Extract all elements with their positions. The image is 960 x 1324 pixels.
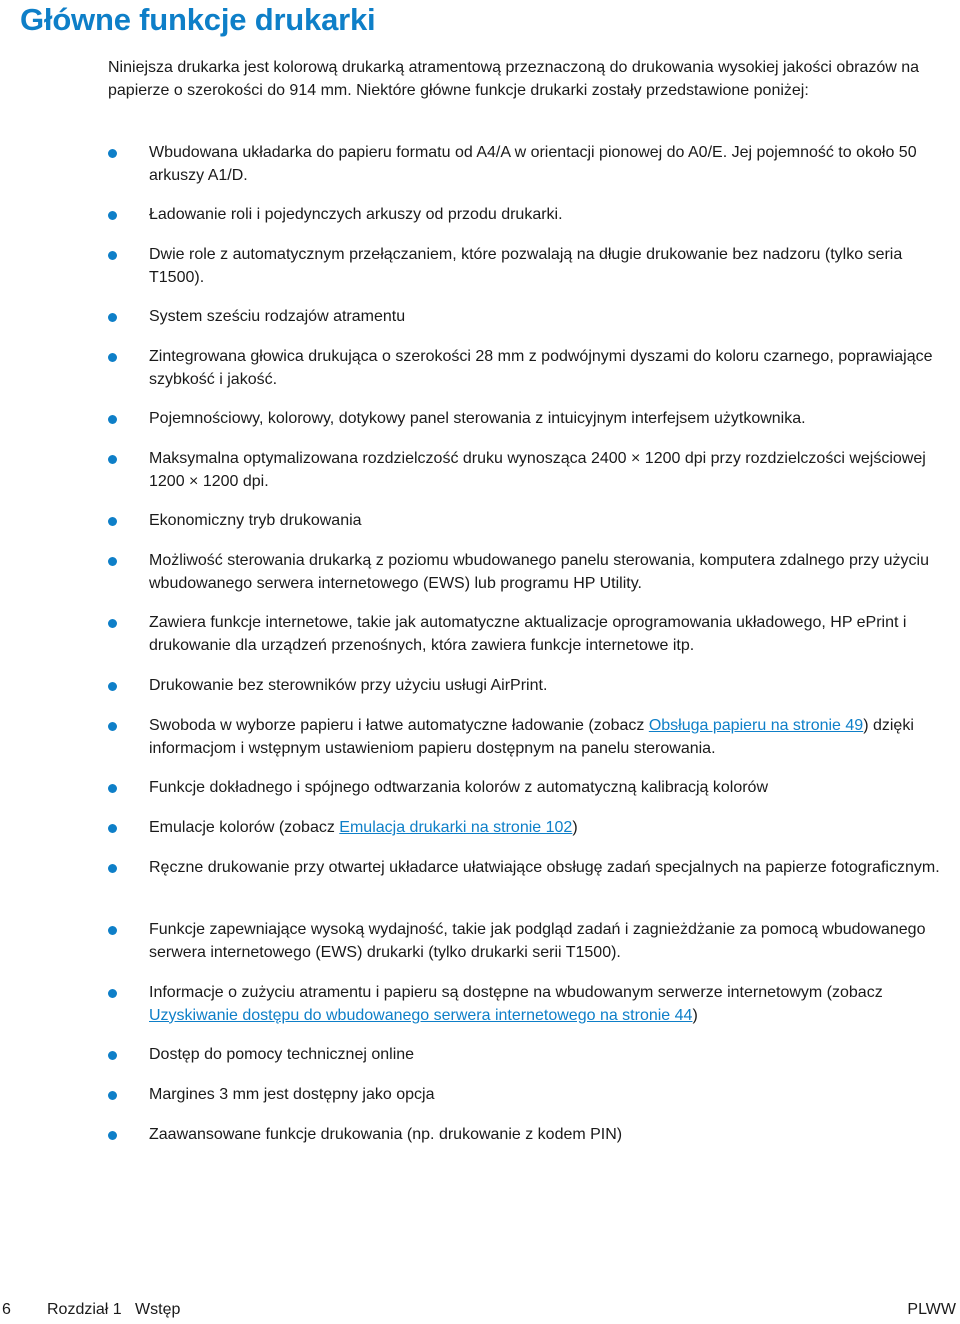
link-paper-handling[interactable]: Obsługa papieru na stronie 49 [648, 717, 864, 734]
bullet-icon [108, 455, 117, 464]
intro-paragraph: Niniejsza drukarka jest kolorową drukarką atramentową przeznaczoną do drukowania wysokiej jakości obrazów na papierze o szerokości do 914 mm. Niektóre główne funkcje drukarki zostały przedstawione poniżej: [108, 59, 920, 99]
feature-text: System sześciu rodzajów atramentu [149, 308, 406, 325]
feature-text: Funkcje dokładnego i spójnego odtwarzania kolorów z automatyczną kalibracją kolorów [149, 779, 769, 796]
feature-item [149, 1124, 959, 1147]
feature-item [149, 817, 959, 840]
bullet-icon [108, 619, 117, 628]
feature-text: Zawiera funkcje internetowe, takie jak automatyczne aktualizacje oprogramowania układowego, HP ePrint i drukowanie dla urządzeń przenośnych, która zawiera funkcje internetowe itp. [149, 614, 907, 654]
feature-text: Maksymalna optymalizowana rozdzielczość druku wynosząca 2400 × 1200 dpi przy rozdzielczości wejściowej 1200 × 1200 dpi. [149, 450, 926, 490]
feature-text-before: Swoboda w wyborze papieru i łatwe automatyczne ładowanie (zobacz [149, 717, 649, 734]
feature-text: Ładowanie roli i pojedynczych arkuszy od przodu drukarki. [149, 206, 563, 223]
bullet-icon [108, 313, 117, 322]
bullet-icon [108, 682, 117, 691]
bullet-icon [108, 251, 117, 260]
feature-item [149, 612, 959, 658]
link-ews-access[interactable]: Uzyskiwanie dostępu do wbudowanego serwera internetowego na stronie 44 [149, 1006, 693, 1024]
feature-text-after: ) [572, 819, 578, 836]
feature-item [149, 448, 959, 494]
bullet-icon [108, 722, 117, 731]
feature-text: Możliwość sterowania drukarką z poziomu wbudowanego panelu sterowania, komputera zdalnego przy użyciu wbudowanego serwera internetowego (EWS) lub programu HP Utility. [149, 552, 929, 592]
bullet-icon [108, 517, 117, 526]
feature-text: Ręczne drukowanie przy otwartej układarce ułatwiające obsługę zadań specjalnych na papierze fotograficznym. [149, 859, 940, 876]
bullet-icon [108, 1051, 117, 1060]
feature-text: Dostęp do pomocy technicznej online [149, 1046, 415, 1063]
feature-item [149, 204, 959, 227]
link-printer-emulation[interactable]: Emulacja drukarki na stronie 102 [339, 819, 573, 836]
feature-item [149, 675, 959, 698]
feature-text: Wbudowana układarka do papieru formatu od A4/A w orientacji pionowej do A0/E. Jej pojemność to około 50 arkuszy A1/D. [149, 144, 917, 184]
feature-item [149, 142, 959, 188]
feature-text: Dwie role z automatycznym przełączaniem, które pozwalają na długie drukowanie bez nadzoru (tylko seria T1500). [149, 246, 903, 286]
feature-item [149, 550, 959, 596]
feature-item [149, 715, 959, 761]
feature-item [149, 408, 959, 431]
feature-text-after: ) dzięki informacjom i wstępnym ustawieniom papieru dostępnym na panelu sterowania. [149, 717, 914, 757]
feature-item [149, 857, 959, 880]
feature-text: Funkcje zapewniające wysoką wydajność, takie jak podgląd zadań i zagnieżdżanie za pomocą wbudowanego serwera internetowego (EWS) drukarki (tylko drukarki serii T1500). [149, 921, 926, 961]
feature-text: Drukowanie bez sterowników przy użyciu usługi AirPrint. [149, 677, 548, 694]
footer-doc-code: PLWW [907, 1301, 956, 1318]
feature-text: Zintegrowana głowica drukująca o szerokości 28 mm z podwójnymi dyszami do koloru czarnego, poprawiające szybkość i jakość. [149, 348, 933, 388]
footer-page-number: 6 [2, 1301, 11, 1318]
feature-text-before: Informacje o zużyciu atramentu i papieru są dostępne na wbudowanym serwerze internetowym (zobacz [149, 984, 883, 1001]
bullet-icon [108, 415, 117, 424]
feature-text: Margines 3 mm jest dostępny jako opcja [149, 1086, 435, 1103]
feature-text: Pojemnościowy, kolorowy, dotykowy panel sterowania z intuicyjnym interfejsem użytkownika. [149, 410, 806, 427]
feature-text: Zaawansowane funkcje drukowania (np. drukowanie z kodem PIN) [149, 1126, 623, 1143]
bullet-icon [108, 926, 117, 935]
feature-text-before: Emulacje kolorów (zobacz [149, 819, 340, 836]
feature-item [149, 306, 959, 329]
feature-item [149, 777, 959, 800]
bullet-icon [108, 149, 117, 158]
feature-item [149, 346, 959, 392]
feature-item [149, 510, 959, 533]
bullet-icon [108, 1131, 117, 1140]
feature-item [149, 244, 959, 290]
bullet-icon [108, 824, 117, 833]
page-title: Główne funkcje drukarki [20, 2, 376, 37]
footer-chapter: Rozdział 1 Wstęp [47, 1301, 181, 1318]
feature-item [149, 919, 959, 965]
feature-text-after: ) [692, 1006, 698, 1024]
feature-item [149, 982, 959, 1028]
feature-text: Ekonomiczny tryb drukowania [149, 512, 362, 529]
bullet-icon [108, 784, 117, 793]
bullet-icon [108, 989, 117, 998]
bullet-icon [108, 353, 117, 362]
feature-item [149, 1084, 959, 1107]
bullet-icon [108, 1091, 117, 1100]
feature-item [149, 1044, 959, 1067]
bullet-icon [108, 557, 117, 566]
bullet-icon [108, 864, 117, 873]
bullet-icon [108, 211, 117, 220]
